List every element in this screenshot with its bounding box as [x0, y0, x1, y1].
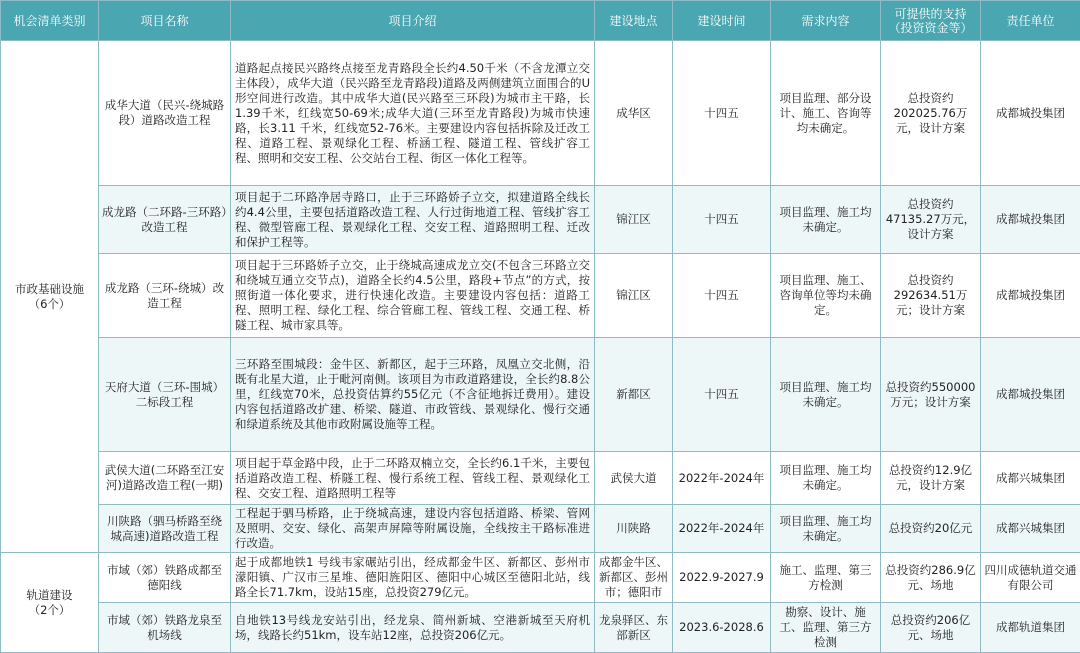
project-unit: 成都兴城集团 — [981, 452, 1080, 505]
header-row — [1, 1, 1080, 41]
project-demand: 施工、监理、第三方检测 — [771, 553, 881, 603]
project-location: 成都金牛区、新都区、彭州市；德阳市 — [595, 553, 673, 603]
project-intro: 三环路至围城段：金牛区、新都区，起于三环路，凤凰立交北侧，沿既有北星大道，止于毗河南侧。该项目为市政道路建设，全长约8.8公里，红线宽70米，总投资估算约55亿元（不含征地拆迁费用）。建设内容包括道路改扩建、桥梁、隧道、市政管线、景观绿化、慢行交通和绿道系统及其他市政附属设施等工程。 — [231, 338, 595, 452]
header-support: 可提供的支持 （投资资金等） — [881, 1, 981, 41]
project-support: 总投资约20亿元 — [881, 505, 981, 553]
project-name: 川陕路（驷马桥路至绕城高速)道路改造工程 — [99, 505, 231, 553]
project-time: 十四五 — [673, 41, 771, 186]
project-name: 成龙路（二环路-三环路）改造工程 — [99, 186, 231, 254]
header-intro: 项目介绍 — [231, 1, 595, 41]
project-intro: 项目起于三环路娇子立交，止于绕城高速成龙立交(不包含三环路立交和绕城互通立交节点)，道路全长约4.5公里，路段+节点”的方式，按照街道一体化要求，进行快速化改造。主要建设内容包括：道路工程、照明工程、绿化工程、综合管廊工程、管线工程、交通工程、桥隧工程、城市家具等。 — [231, 254, 595, 338]
project-time: 十四五 — [673, 186, 771, 254]
table-row — [1, 186, 1080, 254]
project-unit: 成都轨道集团 — [981, 603, 1080, 653]
project-time: 十四五 — [673, 254, 771, 338]
project-demand: 项目监理、施工均未确定。 — [771, 505, 881, 553]
header-unit: 责任单位 — [981, 1, 1080, 41]
project-unit: 成都城投集团 — [981, 41, 1080, 186]
table-row — [1, 452, 1080, 505]
project-time: 2022年-2024年 — [673, 452, 771, 505]
project-support: 总投资约286.9亿元、场地 — [881, 553, 981, 603]
table-row — [1, 553, 1080, 603]
project-intro: 项目起于草金路中段，止于二环路双楠立交，全长约6.1千米，主要包括道路改造工程、桥隧工程、慢行系统工程、管线工程、景观绿化工程、交安工程、道路照明工程等 — [231, 452, 595, 505]
project-name: 天府大道（三环-围城）二标段工程 — [99, 338, 231, 452]
project-demand: 勘察、设计、施工、监理、第三方检测 — [771, 603, 881, 653]
project-time: 十四五 — [673, 338, 771, 452]
project-demand: 项目监理、施工、咨询单位等均未确定。 — [771, 254, 881, 338]
project-name: 武侯大道(二环路至江安河)道路改造工程(一期) — [99, 452, 231, 505]
project-intro: 项目起于二环路净居寺路口，止于三环路娇子立交，拟建道路全线长约4.4公里，主要包括道路改造工程、人行过街地道工程、管线扩容工程、微型管廊工程、景观绿化工程、交安工程、道路照明工程、迁改和保护工程等。 — [231, 186, 595, 254]
project-support: 总投资约12.9亿元，设计方案 — [881, 452, 981, 505]
project-unit: 四川成德轨道交通有限公司 — [981, 553, 1080, 603]
project-support: 总投资约47135.27万元，设计方案 — [881, 186, 981, 254]
project-unit: 成都城投集团 — [981, 254, 1080, 338]
project-support: 总投资约206亿元、场地 — [881, 603, 981, 653]
project-location: 武侯大道 — [595, 452, 673, 505]
project-intro: 起于成都地铁1 号线韦家碾站引出，经成都金牛区、新都区、彭州市濛阳镇、广汉市三星堆、德阳旌阳区、德阳中心城区至德阳北站，线路全长71.7km，设站15座，总投资279亿元。 — [231, 553, 595, 603]
project-demand: 项目监理、部分设计、施工、咨询等均未确定。 — [771, 41, 881, 186]
project-location: 锦江区 — [595, 254, 673, 338]
table-row — [1, 505, 1080, 553]
header-name: 项目名称 — [99, 1, 231, 41]
project-support: 总投资约202025.76万元，设计方案 — [881, 41, 981, 186]
project-name: 市域（郊）铁路龙泉至机场线 — [99, 603, 231, 653]
category-cell: 市政基础设施 （6个） — [1, 41, 99, 553]
header-demand: 需求内容 — [771, 1, 881, 41]
project-demand: 项目监理、施工均未确定。 — [771, 186, 881, 254]
category-cell: 轨道建设 （2个） — [1, 553, 99, 653]
project-location: 成华区 — [595, 41, 673, 186]
project-time: 2022.9-2027.9 — [673, 553, 771, 603]
project-location: 龙泉驿区、东部新区 — [595, 603, 673, 653]
project-time: 2022年-2024年 — [673, 505, 771, 553]
project-name: 成华大道（民兴-绕城路段）道路改造工程 — [99, 41, 231, 186]
project-support: 总投资约292634.51万元；设计方案 — [881, 254, 981, 338]
project-name: 市域（郊）铁路成都至德阳线 — [99, 553, 231, 603]
header-category: 机会清单类别 — [1, 1, 99, 41]
header-location: 建设地点 — [595, 1, 673, 41]
project-intro: 道路起点接民兴路终点接至龙青路段全长约4.50千米（不含龙潭立交主体段），成华大道（民兴路至龙青路段)道路及两侧建筑立面围合的U形空间进行改造。其中成华大道(民兴路至三环段)为城市主干路，长1.39千米，红线宽50-69米;成华大道(三环至龙青路段)为城市快速路，长3.11 千米，红线宽52-76米。主要建设内容包括拆除及迁改工程、道路工程、景观绿化工程、桥涵工程、隧道工程、管线扩容工程、照明和交安工程、公交站台工程、街区一体化工程等。 — [231, 41, 595, 186]
table-row — [1, 603, 1080, 653]
project-time: 2023.6-2028.6 — [673, 603, 771, 653]
project-intro: 自地铁13号线龙安站引出，经龙泉、简州新城、空港新城至天府机场，线路长约51km，设车站12座，总投资206亿元。 — [231, 603, 595, 653]
project-location: 川陕路 — [595, 505, 673, 553]
project-demand: 项目监理、施工均未确定。 — [771, 452, 881, 505]
project-location: 锦江区 — [595, 186, 673, 254]
table-row — [1, 254, 1080, 338]
table-row — [1, 41, 1080, 186]
project-demand: 项目监理、施工均未确定。 — [771, 338, 881, 452]
project-location: 新都区 — [595, 338, 673, 452]
header-time: 建设时间 — [673, 1, 771, 41]
project-unit: 成都城投集团 — [981, 186, 1080, 254]
project-unit: 成都兴城集团 — [981, 505, 1080, 553]
project-support: 总投资约550000万元；设计方案 — [881, 338, 981, 452]
project-unit: 成都城投集团 — [981, 338, 1080, 452]
project-name: 成龙路（三环-绕城）改造工程 — [99, 254, 231, 338]
table-row — [1, 338, 1080, 452]
project-intro: 工程起于驷马桥路，止于绕城高速，建设内容包括道路、桥梁、管网及照明、交安、绿化、高架声屏障等附属设施，全线按主干路标准进行改造。 — [231, 505, 595, 553]
